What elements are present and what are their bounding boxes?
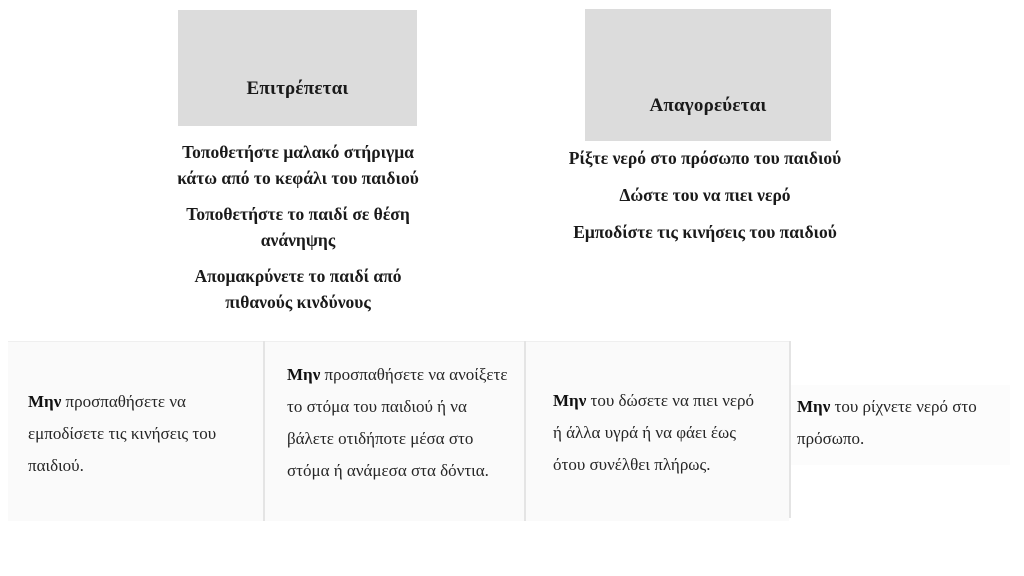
allowed-item xyxy=(163,201,433,253)
dont-card-drink xyxy=(526,341,789,521)
dont-body: προσπαθήσετε να ανοίξετε το στόμα του παιδιού ή να βάλετε οτιδήποτε μέσα στο στόμα ή ανάμεσα στα δόντια. xyxy=(287,365,508,480)
dont-card-restrain xyxy=(8,341,263,521)
dont-text xyxy=(797,391,1006,455)
allowed-item xyxy=(163,263,433,315)
dont-emphasis: Μην xyxy=(28,392,62,411)
card-divider xyxy=(524,341,526,521)
dont-emphasis: Μην xyxy=(553,391,587,410)
forbidden-item: Ρίξτε νερό στο πρόσωπο του παιδιού xyxy=(568,148,842,168)
allowed-item-line: Τοποθετήστε το παιδί σε θέση xyxy=(186,204,410,224)
allowed-list xyxy=(163,139,433,325)
dont-card-water xyxy=(791,385,1010,465)
allowed-item-line: πιθανούς κινδύνους xyxy=(225,292,371,312)
dont-body: του δώσετε να πιει νερό ή άλλα υγρά ή να φάει έως ότου συνέλθει πλήρως. xyxy=(553,391,755,474)
allowed-item-line: Απομακρύνετε το παιδί από xyxy=(194,266,402,286)
allowed-item xyxy=(163,139,433,191)
forbidden-header-box xyxy=(585,9,831,141)
dont-text xyxy=(553,385,765,481)
dont-body: του ρίχνετε νερό στο πρόσωπο. xyxy=(797,397,977,448)
allowed-item-line: κάτω από το κεφάλι του παιδιού xyxy=(177,168,419,188)
dont-emphasis: Μην xyxy=(797,397,831,416)
dont-emphasis: Μην xyxy=(287,365,321,384)
card-divider xyxy=(263,341,265,521)
forbidden-header-label: Απαγορεύεται xyxy=(649,95,767,116)
dont-text xyxy=(287,359,510,487)
forbidden-item: Εμποδίστε τις κινήσεις του παιδιού xyxy=(573,222,837,242)
card-divider xyxy=(789,341,791,518)
allowed-header-label: Επιτρέπεται xyxy=(246,78,349,99)
forbidden-item: Δώστε του να πιει νερό xyxy=(619,185,791,205)
forbidden-list xyxy=(540,147,870,258)
dont-body: προσπαθήσετε να εμποδίσετε τις κινήσεις του παιδιού. xyxy=(28,392,217,475)
dont-text xyxy=(28,386,247,482)
allowed-header-box xyxy=(178,10,417,126)
allowed-item-line: ανάνηψης xyxy=(260,230,336,250)
dont-card-mouth xyxy=(265,341,524,521)
allowed-item-line: Τοποθετήστε μαλακό στήριγμα xyxy=(182,142,414,162)
